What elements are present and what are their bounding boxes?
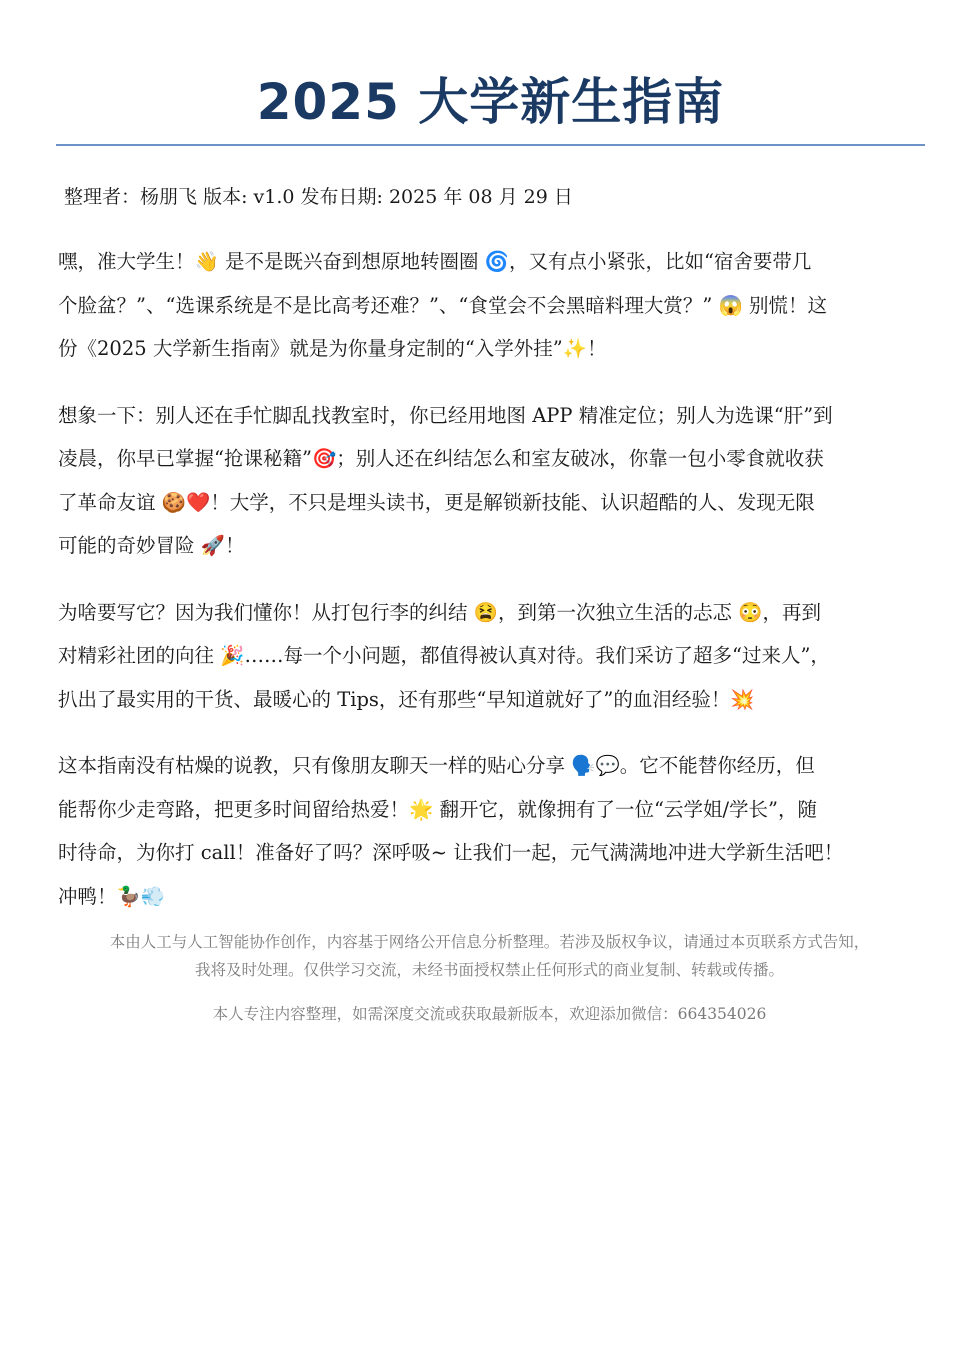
meta-version: 版本: v1.0 (203, 186, 295, 208)
text-line: 凌晨，你早已掌握“抢课秘籍”🎯；别人还在纠结怎么和室友破冰，你靠一包小零食就收获 (58, 447, 824, 470)
page-title: 2025 大学新生指南 (256, 73, 725, 131)
text-line: 为啥要写它？因为我们懂你！从打包行李的纠结 😫，到第一次独立生活的忐忑 😳，再到 (58, 600, 821, 624)
document-body (58, 240, 943, 941)
text-line: 扒出了最实用的干货、最暖心的 Tips，还有那些“早知道就好了”的血泪经验！💥 (58, 687, 755, 711)
text-line: 了革命友谊 🍪❤️！大学，不只是埋头读书，更是解锁新技能、认识超酷的人、发现无限 (58, 490, 815, 514)
copyright-notice (40, 928, 939, 984)
contact-notice: 本人专注内容整理，如需深度交流或获取最新版本，欢迎添加微信：664354026 (212, 1005, 767, 1023)
text-line: 想象一下：别人还在手忙脚乱找教室时，你已经用地图 APP 精准定位；别人为选课“肝”到 (58, 403, 833, 427)
text-line: 对精彩社团的向往 🎉……每一个小问题，都值得被认真对待。我们采访了超多“过来人”， (58, 644, 830, 667)
meta-release-date: 发布日期: 2025 年 08 月 29 日 (300, 186, 573, 208)
paragraph-guide (58, 744, 943, 918)
paragraph-imagine (58, 394, 943, 568)
title-divider (56, 144, 925, 146)
text-line: 嘿，准大学生！👋 是不是既兴奋到想原地转圈圈 🌀，又有点小紧张，比如“宿舍要带几 (58, 250, 812, 273)
meta-author: 杨朋飞 (140, 186, 198, 208)
paragraph-why (58, 591, 943, 722)
text-line: 冲鸭！🦆💨 (58, 884, 166, 908)
notice-line: 我将及时处理。仅供学习交流，未经书面授权禁止任何形式的商业复制、转载或传播。 (194, 961, 784, 979)
document-meta (64, 182, 573, 212)
text-line: 这本指南没有枯燥的说教，只有像朋友聊天一样的贴心分享 🗣️💬。它不能替你经历，但 (58, 754, 815, 777)
notice-line: 本由人工与人工智能协作创作，内容基于网络公开信息分析整理。若涉及版权争议，请通过本页联系方式告知， (109, 933, 870, 951)
text-line: 可能的奇妙冒险 🚀！ (58, 534, 245, 557)
paragraph-intro (58, 240, 943, 371)
meta-label: 整理者： (64, 186, 141, 208)
text-line: 能帮你少走弯路，把更多时间留给热爱！🌟 翻开它，就像拥有了一位“云学姐/学长”，随 (58, 797, 817, 821)
text-line: 时待命，为你打 call！准备好了吗？深呼吸~ 让我们一起，元气满满地冲进大学新生活吧！ (58, 841, 844, 864)
text-line: 个脸盆？”、“选课系统是不是比高考还难？”、“食堂会不会黑暗料理大赏？” 😱 别慌！这 (58, 293, 828, 317)
text-line: 份《2025 大学新生指南》就是为你量身定制的“入学外挂”✨！ (58, 337, 607, 360)
